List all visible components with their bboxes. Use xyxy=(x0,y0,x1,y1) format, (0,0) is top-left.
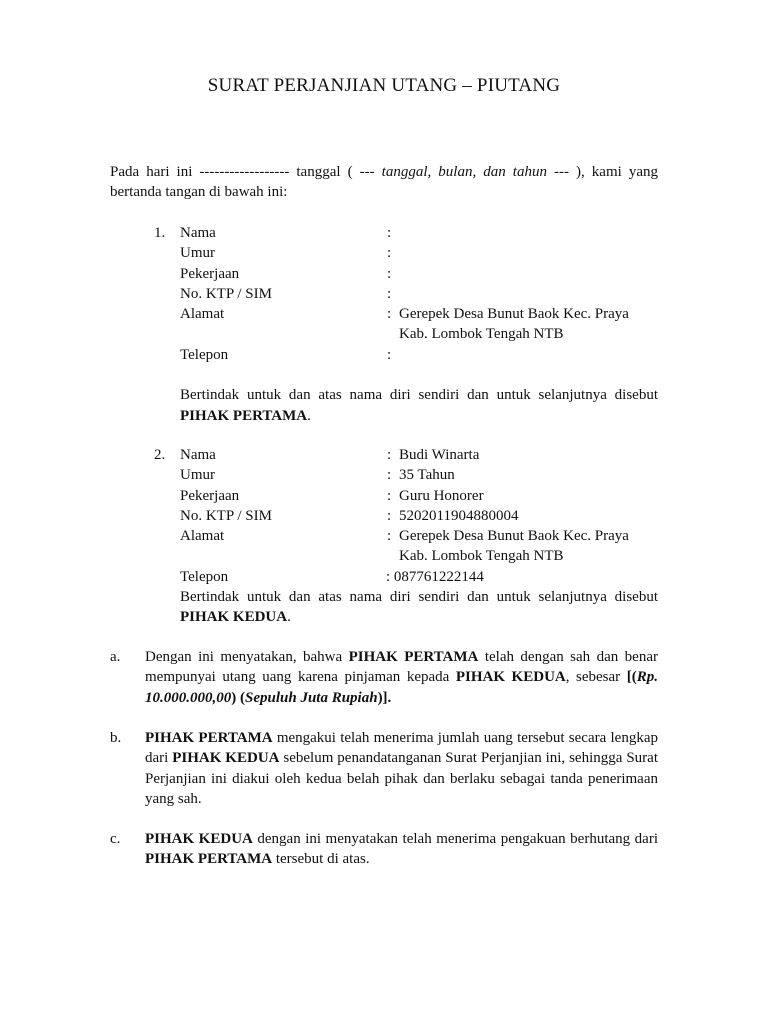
colon: : xyxy=(387,467,392,484)
umur-label: Umur xyxy=(180,467,215,484)
party-two-telepon-value: : 087761222144 xyxy=(386,568,484,585)
pihak-pertama-ref: PIHAK PERTAMA xyxy=(145,851,273,868)
party-one-number: 1. xyxy=(154,225,166,241)
clause-text: sebelum penandatanganan Surat Perjanjian ini, sehingga Surat Perjanjian ini diakui oleh kedua belah pihak dan berlaku sebagai tanda penerimaan yang sah. xyxy=(145,750,658,807)
party-two-block xyxy=(110,445,658,628)
document-title: SURAT PERJANJIAN UTANG – PIUTANG xyxy=(207,75,561,96)
telepon-label: Telepon xyxy=(180,568,229,585)
party-one-telepon-row xyxy=(110,345,658,365)
clause-c-text xyxy=(145,829,658,870)
nama-label: Nama xyxy=(180,225,216,241)
pekerjaan-label: Pekerjaan xyxy=(180,487,240,504)
intro-text-end: --- ), kami yang bertanda tangan di bawah ini: xyxy=(110,164,658,201)
party-two-role-statement xyxy=(180,587,658,628)
party-one-pekerjaan-row xyxy=(110,264,658,284)
pihak-kedua-ref: PIHAK KEDUA xyxy=(455,669,566,686)
clause-c-letter: c. xyxy=(110,831,121,847)
clause-b-text xyxy=(145,728,658,809)
pihak-pertama-ref: PIHAK PERTAMA xyxy=(145,730,273,746)
clause-a xyxy=(110,647,658,708)
party-one-nama-row xyxy=(110,223,658,243)
party-two-nama-value: Budi Winarta xyxy=(399,447,480,463)
date-placeholder: tanggal, bulan, dan tahun xyxy=(381,164,547,180)
clause-text: mengakui telah menerima jumlah uang tersebut secara lengkap dari xyxy=(145,730,658,767)
party-two-telepon-row xyxy=(110,567,658,587)
party-one-role-statement xyxy=(180,385,658,426)
role-suffix: . xyxy=(287,609,291,626)
role-text: Bertindak untuk dan atas nama diri sendiri dan untuk selanjutnya disebut xyxy=(180,589,658,606)
loan-amount-words: Sepuluh Juta Rupiah xyxy=(245,689,378,706)
party-one-alamat-line2: Kab. Lombok Tengah NTB xyxy=(399,326,564,343)
party-two-umur-row xyxy=(110,465,658,485)
clause-text: Dengan ini menyatakan, bahwa xyxy=(145,649,349,665)
nama-label: Nama xyxy=(180,447,216,463)
pihak-pertama-ref: PIHAK PERTAMA xyxy=(348,649,479,665)
ktp-label: No. KTP / SIM xyxy=(180,507,272,524)
party-two-pekerjaan-row xyxy=(110,486,658,506)
colon: : xyxy=(387,225,392,241)
colon: : xyxy=(387,306,392,323)
pekerjaan-label: Pekerjaan xyxy=(180,265,240,282)
clause-text: telah dengan sah dan benar mempunyai utang uang karena pinjaman kepada xyxy=(145,649,658,686)
telepon-label: Telepon xyxy=(180,346,229,363)
party-one-alamat-value xyxy=(399,304,669,345)
clause-a-letter: a. xyxy=(110,649,121,665)
party-two-number: 2. xyxy=(154,447,166,463)
alamat-label: Alamat xyxy=(180,306,225,323)
party-two-pekerjaan-value: Guru Honorer xyxy=(399,487,484,504)
clause-b-letter: b. xyxy=(110,730,122,746)
party-two-alamat-value xyxy=(399,526,669,567)
party-one-block xyxy=(110,223,658,426)
colon: : xyxy=(387,346,392,363)
party-one-role-name: PIHAK PERTAMA xyxy=(180,407,308,424)
colon: : xyxy=(387,507,392,524)
colon: : xyxy=(387,447,392,463)
role-suffix: . xyxy=(307,407,311,424)
party-two-alamat-line2: Kab. Lombok Tengah NTB xyxy=(399,548,564,565)
party-one-umur-row xyxy=(110,243,658,263)
clause-c xyxy=(110,829,658,870)
clause-a-text xyxy=(145,647,658,708)
bracket-mid: ) ( xyxy=(231,689,245,706)
party-two-ktp-row xyxy=(110,506,658,526)
intro-paragraph xyxy=(110,162,658,203)
ktp-label: No. KTP / SIM xyxy=(180,285,272,302)
colon: : xyxy=(387,285,392,302)
intro-text-start: Pada hari ini ------------------ tanggal ( --- xyxy=(110,164,382,180)
alamat-label: Alamat xyxy=(180,528,225,545)
clause-text: tersebut di atas. xyxy=(272,851,370,868)
bracket-close: )]. xyxy=(377,689,392,706)
party-one-alamat-line1: Gerepek Desa Bunut Baok Kec. Praya xyxy=(399,306,629,323)
clause-text: dengan ini menyatakan telah menerima pengakuan berhutang dari xyxy=(252,831,658,847)
spacer xyxy=(110,365,658,385)
party-two-umur-value: 35 Tahun xyxy=(399,467,455,484)
pihak-kedua-ref: PIHAK KEDUA xyxy=(145,831,253,847)
pihak-kedua-ref: PIHAK KEDUA xyxy=(172,750,280,767)
party-one-ktp-row xyxy=(110,284,658,304)
party-two-alamat-row xyxy=(110,526,658,567)
clause-b xyxy=(110,728,658,809)
party-two-alamat-line1: Gerepek Desa Bunut Baok Kec. Praya xyxy=(399,528,629,545)
colon: : xyxy=(387,487,392,504)
clause-text: , sebesar xyxy=(565,669,627,686)
colon: : xyxy=(387,528,392,545)
party-two-role-name: PIHAK KEDUA xyxy=(180,609,288,626)
loan-amount: Rp. 10.000.000,00 xyxy=(145,669,658,706)
party-two-ktp-value: 5202011904880004 xyxy=(399,507,519,524)
party-two-nama-row xyxy=(110,445,658,465)
bracket-open: [( xyxy=(626,669,637,686)
colon: : xyxy=(387,265,392,282)
role-text: Bertindak untuk dan atas nama diri sendiri dan untuk selanjutnya disebut xyxy=(180,387,658,404)
umur-label: Umur xyxy=(180,245,215,262)
party-one-alamat-row xyxy=(110,304,658,345)
colon: : xyxy=(387,245,392,262)
